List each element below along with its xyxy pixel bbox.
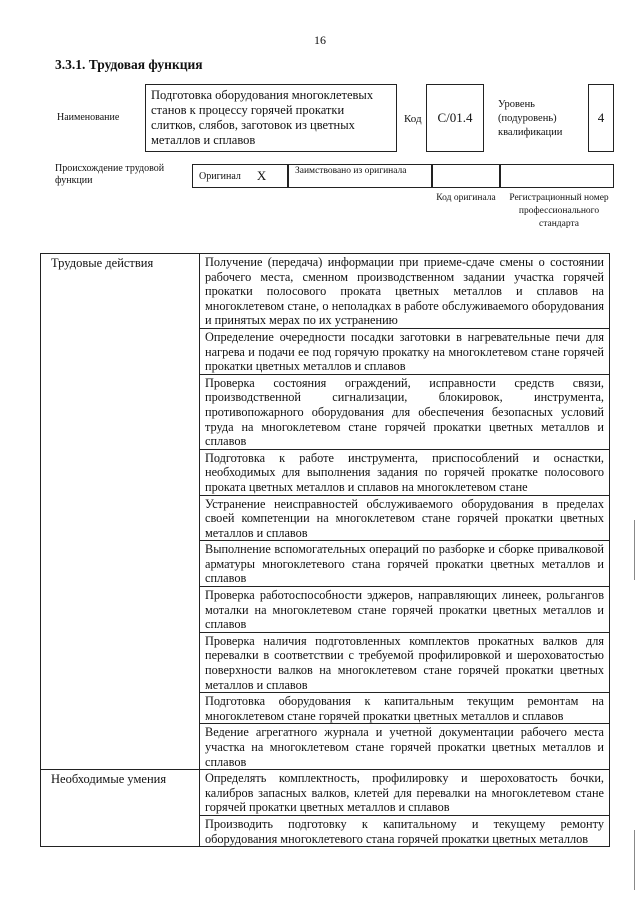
table-cell: Подготовка к работе инструмента, приспособлений и оснастки, необходимых для выполнения задания по горячей прокатке полосового проката цветных металлов и сплавов на многоклетевом стане <box>200 449 610 495</box>
table-row <box>41 254 610 329</box>
level-value-box: 4 <box>588 84 614 152</box>
table-cell: Устранение неисправностей обслуживаемого оборудования в пределах своей компетенции на многоклетевом стане горячей прокатки цветных металлов и сплавов <box>200 495 610 541</box>
table-row <box>41 770 610 816</box>
function-table <box>40 253 610 847</box>
name-value-box: Подготовка оборудования многоклетевых станов к процессу горячей прокатки слитков, слябов, заготовок из цветных металлов и сплавов <box>145 84 397 152</box>
table-cell: Выполнение вспомогательных операций по разборке и сборке привалковой арматуры многоклетевого стана горячей прокатки цветных металлов и сплавов <box>200 541 610 587</box>
scan-edge-mark <box>634 520 635 580</box>
table-cell: Определять комплектность, профилировку и шероховатость бочки, калибров запасных валков, клетей для перевалки на многоклетевом стане горячей прокатки цветных металлов и сплавов <box>200 770 610 816</box>
borrowed-cell: Заимствовано из оригинала <box>288 164 432 188</box>
table-cell: Проверка наличия подготовленных комплектов прокатных валков для перевалки в соответствии с требуемой профилировкой и шероховатостью поверхности валков на многоклетевом стане горячей прокатки цветных металлов и сплавов <box>200 632 610 692</box>
original-mark: X <box>256 168 267 183</box>
section-heading: Необходимые умения <box>41 770 200 847</box>
original-label: Оригинал <box>199 170 241 182</box>
name-label: Наименование <box>57 112 120 123</box>
table-cell: Подготовка оборудования к капитальным текущим ремонтам на многоклетевом стане горячей прокатки цветных металлов и сплавов <box>200 693 610 724</box>
scan-edge-mark <box>634 830 635 890</box>
table-cell: Ведение агрегатного журнала и учетной документации рабочего места участка на многоклетевом стане горячей прокатки цветных металлов и сплавов <box>200 724 610 770</box>
reg-number-label: Регистрационный номер профессионального стандарта <box>509 193 609 229</box>
table-cell: Производить подготовку к капитальному и текущему ремонту оборудования многоклетевого стана горячей прокатки цветных металлов <box>200 815 610 846</box>
section-title: 3.3.1. Трудовая функция <box>55 57 203 72</box>
section-heading: Трудовые действия <box>41 254 200 770</box>
reg-number-cell <box>500 164 614 188</box>
table-cell: Проверка работоспособности эджеров, направляющих линеек, рольгангов моталки на многоклетевом стане горячей прокатки цветных металлов и сплавов <box>200 587 610 633</box>
page-number: 16 <box>314 33 326 47</box>
table-cell: Определение очередности посадки заготовки в нагревательные печи для нагрева и подачи ее под горячую прокатку на многоклетевом стане горячей прокатки цветных металлов и сплавов <box>200 328 610 374</box>
level-label: Уровень (подуровень) квалификации <box>498 99 563 138</box>
code-original-label: Код оригинала <box>436 193 496 203</box>
original-cell <box>192 164 288 188</box>
code-value-box: С/01.4 <box>426 84 484 152</box>
origin-label: Происхождение трудовой функции <box>55 163 165 186</box>
table-cell: Получение (передача) информации при приеме-сдаче смены о состоянии рабочего места, сменном производственном задании участка горячей прокатки полосового проката цветных металлов и сплавов на многоклетевом стане, о неполадках в работе обслуживаемого оборудования и принятых мерах по их устранению <box>200 254 610 329</box>
table-cell: Проверка состояния ограждений, исправности средств связи, производственной сигнализации, блокировок, инструмента, противопожарного оборудования для обеспечения безопасных условий труда на многоклетевом стане горячей прокатки цветных металлов и сплавов <box>200 374 610 449</box>
code-label: Код <box>404 113 422 125</box>
code-original-cell <box>432 164 500 188</box>
